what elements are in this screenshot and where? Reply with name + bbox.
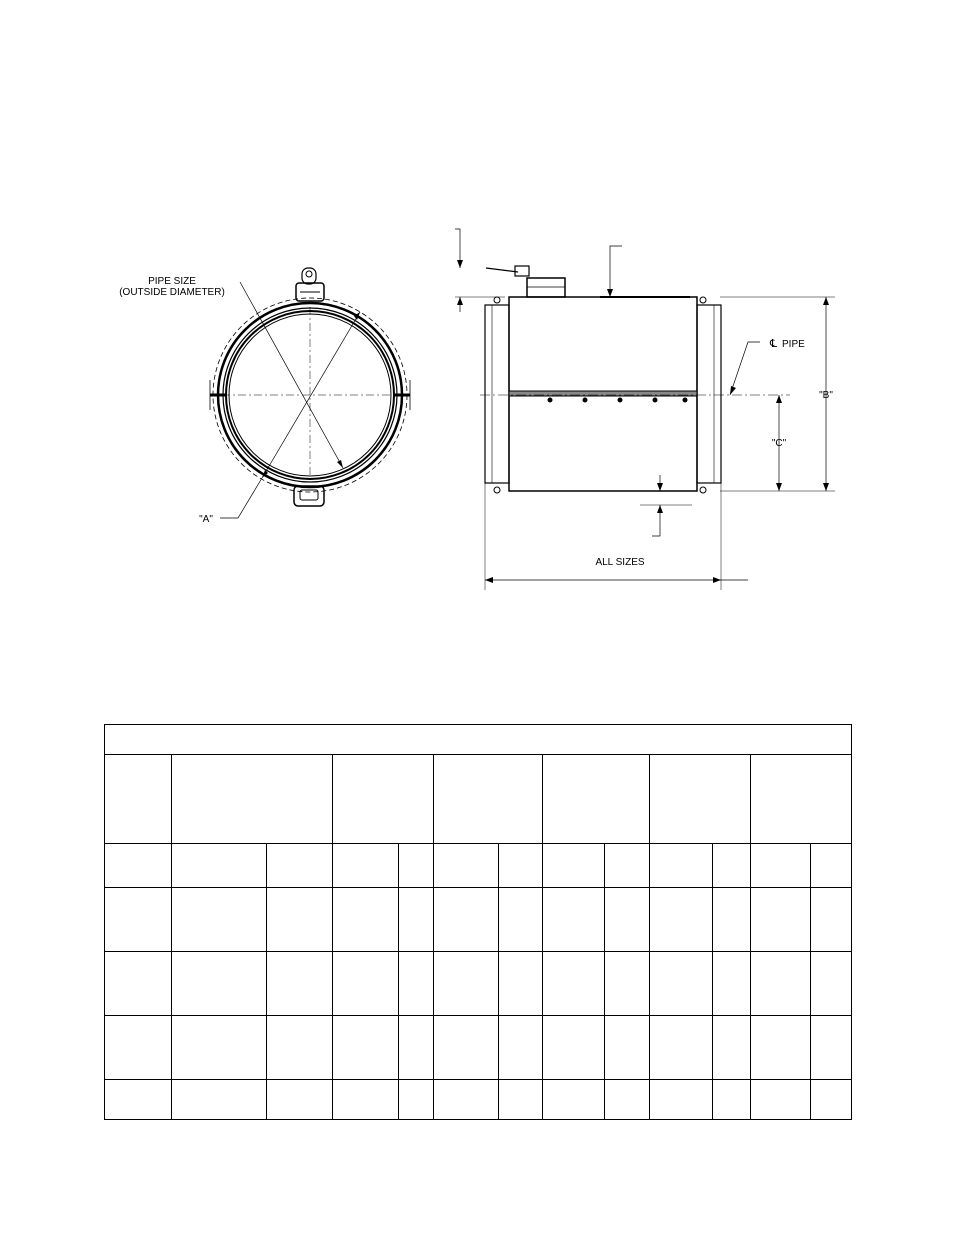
table-cell [650, 1016, 713, 1080]
unit-header [267, 844, 333, 888]
bottom-latch [294, 486, 324, 506]
table-cell [399, 888, 434, 952]
table-cell [267, 1080, 333, 1120]
dim-a-label: "A" [199, 514, 213, 525]
unit-header [543, 844, 605, 888]
corner-bolt [700, 297, 706, 303]
table-cell [650, 888, 713, 952]
table-cell [434, 1080, 499, 1120]
group-header [543, 755, 650, 844]
table-cell [751, 1016, 811, 1080]
table-row [105, 952, 852, 1016]
table-cell [105, 888, 172, 952]
table-cell [267, 888, 333, 952]
front-view [119, 268, 410, 525]
specification-table-container [104, 724, 852, 1120]
unit-header [605, 844, 650, 888]
probe-line [486, 268, 518, 272]
arrowhead [730, 386, 736, 395]
arrowhead [776, 483, 782, 491]
arrowhead [457, 260, 463, 268]
table-cell [172, 1080, 267, 1120]
latch-knob [302, 268, 316, 284]
table-cell [811, 1016, 852, 1080]
table-title-row [105, 725, 852, 755]
arrowhead [485, 577, 493, 583]
unit-header [650, 844, 713, 888]
specification-table [104, 724, 852, 1120]
table-cell [605, 888, 650, 952]
group-header [172, 755, 333, 844]
table-cell [333, 1080, 399, 1120]
table-cell [811, 1080, 852, 1120]
arrowhead [713, 577, 721, 583]
table-cell [499, 952, 543, 1016]
unit-header [751, 844, 811, 888]
table-cell [333, 952, 399, 1016]
table-cell [434, 888, 499, 952]
probe-head [515, 266, 529, 276]
table-row [105, 1080, 852, 1120]
table-cell [543, 952, 605, 1016]
table-cell [605, 1016, 650, 1080]
dim-c-label: "C" [771, 438, 787, 449]
unit-header [399, 844, 434, 888]
pipe-size-label-line2: (OUTSIDE DIAMETER) [119, 287, 225, 298]
bolt-head [548, 398, 552, 402]
group-header [105, 755, 172, 844]
group-header [650, 755, 751, 844]
table-cell [811, 952, 852, 1016]
arrowhead [776, 395, 782, 403]
arrowhead [823, 483, 829, 491]
table-cell [267, 952, 333, 1016]
unit-header [499, 844, 543, 888]
side-view [455, 229, 835, 590]
table-cell [333, 888, 399, 952]
top-latch-housing [527, 278, 565, 297]
unit-header [333, 844, 399, 888]
table-cell [399, 1080, 434, 1120]
table-row [105, 1016, 852, 1080]
table-cell [751, 888, 811, 952]
bolt-head [653, 398, 657, 402]
table-row [105, 888, 852, 952]
table-cell [499, 1016, 543, 1080]
table-title [105, 725, 852, 755]
unit-header-row [105, 844, 852, 888]
table-cell [605, 1080, 650, 1120]
table-cell [751, 1080, 811, 1120]
pipe-size-label-line1: PIPE SIZE [148, 276, 196, 287]
table-cell [713, 1080, 751, 1120]
corner-bolt [494, 297, 500, 303]
arrowhead [823, 297, 829, 305]
dim-a-leader [220, 478, 262, 518]
bolt-head [583, 398, 587, 402]
dim-b-label: "B" [819, 390, 833, 401]
right-end-ring [697, 305, 721, 483]
table-cell [172, 1016, 267, 1080]
latch-knob-pin [306, 271, 312, 277]
table-cell [105, 1016, 172, 1080]
table-cell [543, 1080, 605, 1120]
table-cell [399, 1016, 434, 1080]
table-cell [499, 1080, 543, 1120]
table-cell [434, 952, 499, 1016]
table-cell [434, 1016, 499, 1080]
table-cell [333, 1016, 399, 1080]
unit-header [434, 844, 499, 888]
left-end-ring [485, 305, 509, 483]
table-cell [751, 952, 811, 1016]
unit-header [172, 844, 267, 888]
centerline-leader [730, 342, 760, 395]
table-cell [650, 1080, 713, 1120]
group-header-row [105, 755, 852, 844]
table-cell [267, 1016, 333, 1080]
bolt-head [618, 398, 622, 402]
group-header [751, 755, 852, 844]
arrowhead [337, 460, 343, 468]
table-cell [543, 888, 605, 952]
centerline-symbol: ℄ [770, 338, 778, 350]
centerline-label: PIPE [782, 339, 805, 350]
corner-bolt [700, 487, 706, 493]
unit-header [811, 844, 852, 888]
group-header [333, 755, 434, 844]
arrowhead [657, 505, 663, 513]
table-cell [399, 952, 434, 1016]
table-cell [543, 1016, 605, 1080]
table-cell [713, 1016, 751, 1080]
corner-bolt [494, 487, 500, 493]
table-cell [605, 952, 650, 1016]
table-cell [172, 952, 267, 1016]
all-sizes-label: ALL SIZES [595, 557, 645, 568]
arrowhead [457, 297, 463, 305]
table-cell [172, 888, 267, 952]
arrowhead [657, 483, 663, 491]
table-cell [713, 888, 751, 952]
table-cell [811, 888, 852, 952]
table-cell [650, 952, 713, 1016]
table-cell [105, 952, 172, 1016]
arrowhead [607, 289, 613, 297]
table-cell [499, 888, 543, 952]
table-cell [105, 1080, 172, 1120]
group-header [434, 755, 543, 844]
unit-header [105, 844, 172, 888]
table-cell [713, 952, 751, 1016]
unit-header [713, 844, 751, 888]
bolt-head [683, 398, 687, 402]
